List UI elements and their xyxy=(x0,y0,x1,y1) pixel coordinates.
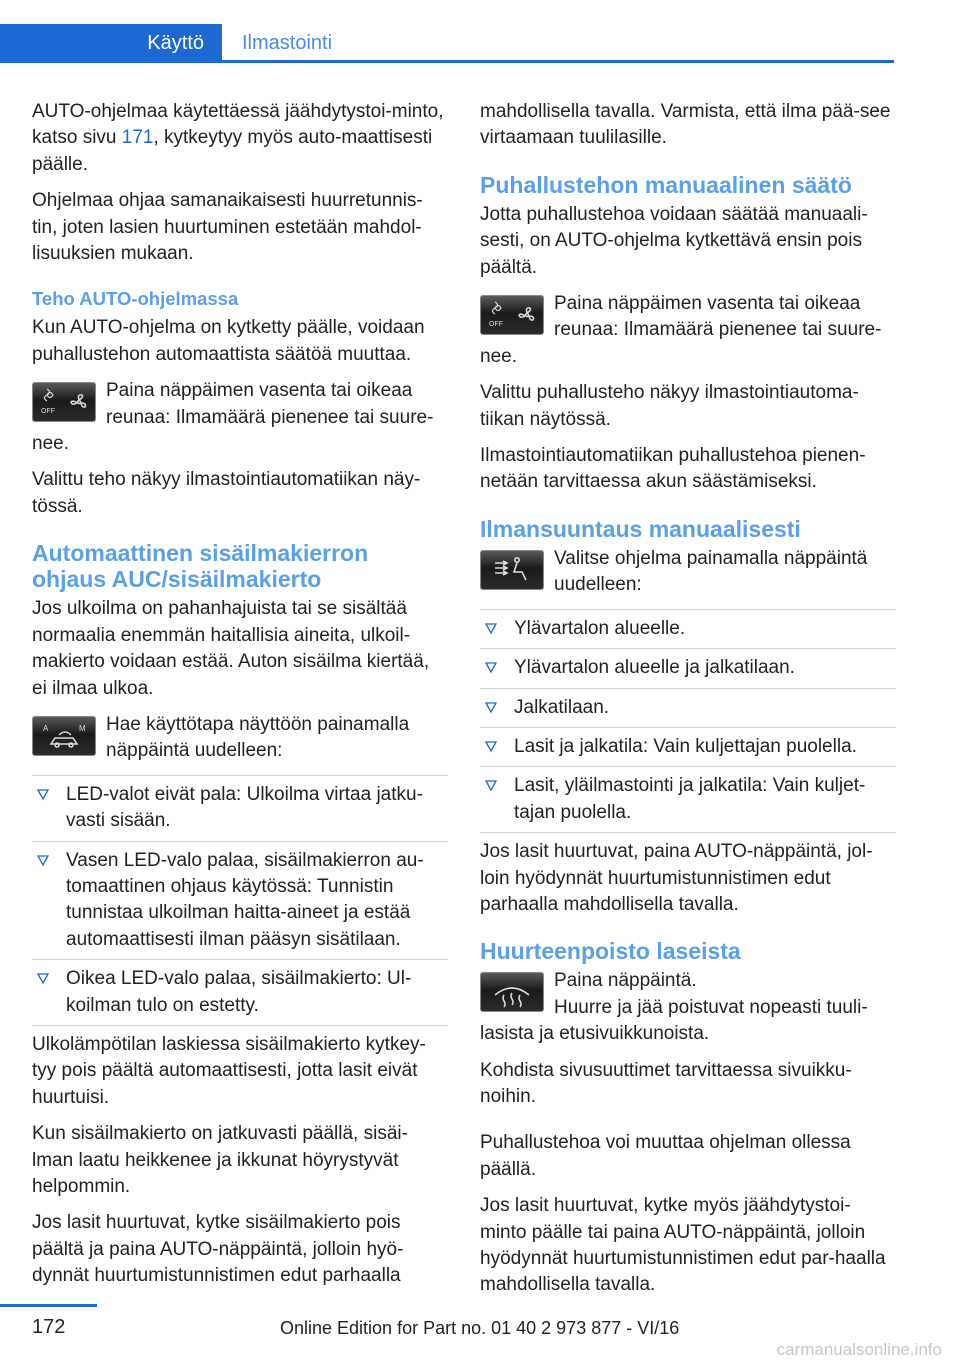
heading-auc: Automaattinen sisäilmakierron ohjaus AUC/sisäilmakierto xyxy=(32,540,369,593)
instruction-text: Hae käyttötapa näyttöön painamalla näppäintä uudelleen: xyxy=(106,713,410,762)
recirculation-button-icon xyxy=(32,716,96,756)
paragraph: Jos ulkoilma on pahanhajuista tai se sisältää normaalia enemmän haitallisia aineita, ulkoil-makierto voidaan estää. Auton sisäilma kiertää, ei ilmaa ulkoa. xyxy=(32,598,430,699)
left-column xyxy=(32,99,448,1300)
heading-teho: Teho AUTO-ohjelmassa xyxy=(32,288,239,310)
list-item xyxy=(480,767,896,833)
instruction-text-cont: nee. xyxy=(480,345,517,367)
list-item xyxy=(32,960,448,1026)
instruction-text xyxy=(554,968,896,1021)
air-distribution-button-icon xyxy=(480,550,544,590)
instruction-text: Paina näppäimen vasenta tai oikeaa reunaa: Ilmamäärä pienenee tai suure- xyxy=(554,293,882,341)
defrost-button-instruction xyxy=(480,968,896,1047)
tab-kaytto[interactable]: Käyttö xyxy=(0,24,222,62)
paragraph: Kun sisäilmakierto on jatkuvasti päällä, sisäi-lman laatu heikkenee ja ikkunat höyrystyvät helpommin. xyxy=(32,1123,408,1197)
list-item-text: Lasit, yläilmastointi ja jalkatila: Vain kuljet-tajan puolella. xyxy=(514,775,866,823)
air-direction-list xyxy=(480,609,896,833)
fan-off-label: OFF xyxy=(489,321,503,329)
list-item-text: Ylävartalon alueelle. xyxy=(514,617,686,639)
page-number: 172 xyxy=(32,1316,66,1338)
instruction-text: Valitse ohjelma painamalla näppäintä uudelleen: xyxy=(554,547,868,596)
text: AUTO-ohjelmaa käytettäessä jäähdytystoi-minto, katso sivu xyxy=(32,101,444,149)
paragraph: Jos lasit huurtuvat, kytke myös jäähdytystoi-minto päälle tai paina AUTO-näppäintä, jolloin hyödynnät huurtumistunnistimen edut par-haalla mahdollisella tavalla. xyxy=(480,1195,886,1296)
fan-off-label: OFF xyxy=(41,408,55,416)
footer-rule xyxy=(0,1304,97,1307)
fan-button-icon xyxy=(32,382,96,422)
instruction-line: Huurre ja jää poistuvat nopeasti tuuli- xyxy=(554,996,868,1018)
edition-text: Online Edition for Part no. 01 40 2 973 877 - VI/16 xyxy=(280,1318,680,1338)
instruction-line: Paina näppäintä. xyxy=(554,970,697,992)
instruction-text: Paina näppäimen vasenta tai oikeaa reunaa: Ilmamäärä pienenee tai suure- xyxy=(106,380,434,428)
paragraph: Valittu puhallusteho näkyy ilmastointiautoma-tiikan näytössä. xyxy=(480,382,859,430)
list-item xyxy=(480,649,896,688)
triangle-bullet-icon xyxy=(484,660,498,674)
paragraph: Valittu teho näkyy ilmastointiautomatiikan näy-tössä. xyxy=(32,469,421,517)
recirc-a-label: A xyxy=(43,723,49,733)
list-item xyxy=(480,728,896,767)
triangle-bullet-icon xyxy=(36,787,50,801)
list-item xyxy=(480,610,896,649)
airflow-button-instruction xyxy=(480,546,896,599)
header-tab-bar xyxy=(0,0,960,64)
paragraph: Ulkolämpötilan laskiessa sisäilmakierto kytkey-tyy pois päältä automaattisesti, jotta lasit eivät huurtuisi. xyxy=(32,1033,426,1108)
list-item-text: Lasit ja jalkatila: Vain kuljettajan puolella. xyxy=(514,735,857,757)
paragraph: Puhallustehoa voi muuttaa ohjelman ollessa päällä. xyxy=(480,1132,851,1180)
defrost-button-icon xyxy=(480,972,544,1012)
right-column xyxy=(480,99,896,1309)
watermark: carmanualsonline.info xyxy=(776,1340,942,1359)
recirc-m-label: M xyxy=(79,723,86,733)
text: , kytkeytyy myös auto-maattisesti päälle. xyxy=(32,127,433,175)
paragraph: Jotta puhallustehoa voidaan säätää manuaali-sesti, on AUTO-ohjelma kytkettävä ensin pois päältä. xyxy=(480,203,868,278)
triangle-bullet-icon xyxy=(484,778,498,792)
heading-puhallus: Puhallustehon manuaalinen säätö xyxy=(480,171,852,198)
header-rule xyxy=(0,60,894,63)
paragraph: mahdollisella tavalla. Varmista, että ilma pää-see virtaamaan tuulilasille. xyxy=(480,101,891,149)
tab-ilmastointi[interactable]: Ilmastointi xyxy=(242,31,333,54)
page-link[interactable]: 171 xyxy=(121,127,154,149)
triangle-bullet-icon xyxy=(36,971,50,985)
heading-ilmansuuntaus: Ilmansuuntaus manuaalisesti xyxy=(480,515,801,542)
instruction-text-cont: nee. xyxy=(32,433,69,455)
paragraph: Jos lasit huurtuvat, paina AUTO-näppäintä, jol-loin hyödynnät huurtumistunnistimen edut parhaalla mahdollisella tavalla. xyxy=(480,841,873,915)
instruction-text-cont: lasista ja etusivuikkunoista. xyxy=(480,1023,710,1045)
paragraph: Jos lasit huurtuvat, kytke sisäilmakierto pois päältä ja paina AUTO-näppäintä, jolloin hyö-dynnät huurtumistunnistimen edut parhaalla xyxy=(32,1212,404,1287)
list-item-text: LED-valot eivät pala: Ulkoilma virtaa jatku-vasti sisään. xyxy=(66,783,423,832)
list-item xyxy=(480,689,896,728)
fan-button-instruction xyxy=(32,378,448,457)
list-item-text: Vasen LED-valo palaa, sisäilmakierron au-tomaattinen ohjaus käytössä: Tunnistin tunnistaa ulkoilman haitta-aineet ja estää automaattisesti ilman pääsyn sisätilaan. xyxy=(66,849,424,950)
paragraph: Kun AUTO-ohjelma on kytketty päälle, voidaan puhallustehon automaattista säätöä muuttaa. xyxy=(32,317,425,365)
list-item-text: Ylävartalon alueelle ja jalkatilaan. xyxy=(514,657,795,679)
fan-button-instruction xyxy=(480,291,896,370)
heading-huurteenpoisto: Huurteenpoisto laseista xyxy=(480,938,741,965)
paragraph: Ohjelmaa ohjaa samanaikaisesti huurretunnis-tin, joten lasien huurtuminen estetään mahdol-lisuuksien mukaan. xyxy=(32,190,423,265)
led-state-list xyxy=(32,775,448,1026)
triangle-bullet-icon xyxy=(484,700,498,714)
fan-button-icon xyxy=(480,295,544,335)
paragraph xyxy=(32,99,448,178)
list-item xyxy=(32,842,448,961)
paragraph: Kohdista sivusuuttimet tarvittaessa sivuikku-noihin. xyxy=(480,1059,852,1107)
paragraph: Ilmastointiautomatiikan puhallustehoa pienen-netään tarvittaessa akun säästämiseksi. xyxy=(480,445,866,493)
triangle-bullet-icon xyxy=(484,739,498,753)
recirc-button-instruction xyxy=(32,712,448,765)
list-item xyxy=(32,776,448,842)
list-item-text: Jalkatilaan. xyxy=(514,696,610,718)
list-item-text: Oikea LED-valo palaa, sisäilmakierto: Ul-koilman tulo on estetty. xyxy=(66,968,412,1016)
triangle-bullet-icon xyxy=(484,621,498,635)
triangle-bullet-icon xyxy=(36,853,50,867)
